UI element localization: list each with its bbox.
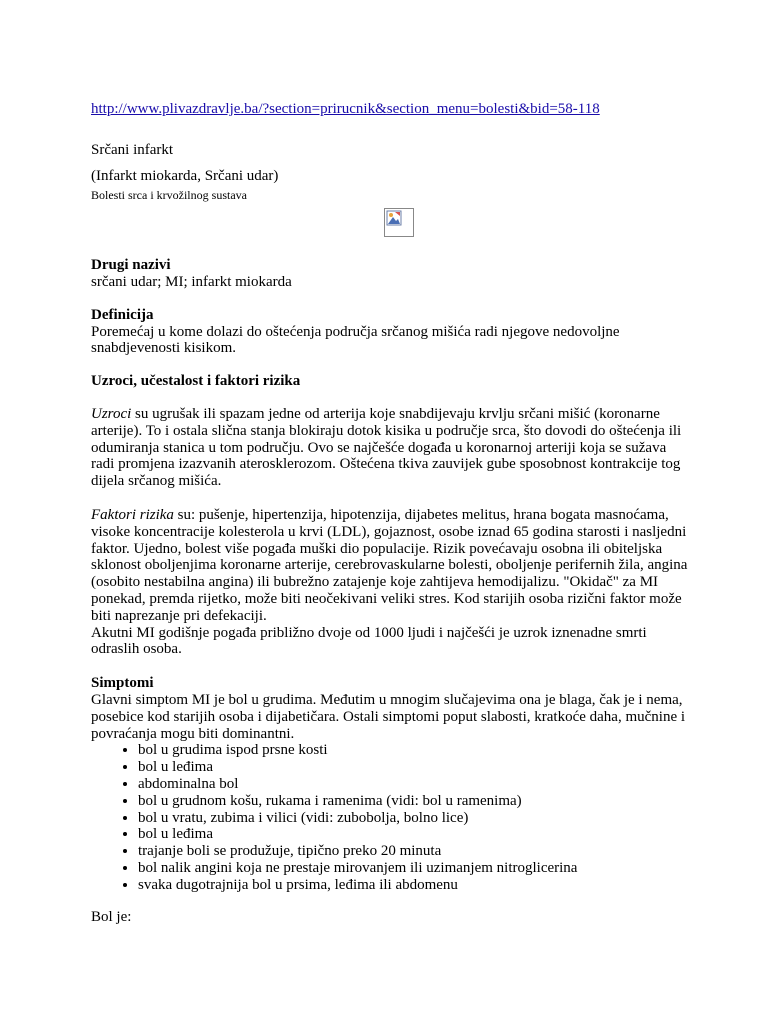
document-title: Srčani infarkt (91, 141, 174, 158)
uzroci-text: su ugrušak ili spazam jedne od arterija koje snabdijevaju krvlju srčani mišić (koronarne arterije). To i ostala slična stanja blokiraju dotok kisika u područje srca, što dovodi do oštećenja ili odumiranja stanica u tom području. Ovo se najčešće događa u koronarnoj arteriji koja se sužava radi promjena izazvanih aterosklerozom. Oštećena tkiva zauvijek gube sposobnost kontrakcije tog dijela srčanog mišića. (91, 405, 682, 490)
list-item: • bol nalik angini koja ne prestaje mirovanjem ili uzimanjem nitroglicerina (138, 860, 691, 877)
faktori-text: su: pušenje, hipertenzija, hipotenzija, dijabetes melitus, hrana bogata masnoćama, visoke koncentracije kolesterola u krvi (LDL), gojaznost, osobe iznad 65 godina starosti i nasljedni faktor. Ujedno, bolest više pogađa muški dio populacije. Rizik povećavaju osobna ili obiteljska sklonost oboljenjima koronarne arterije, cerebrovaskularne bolesti, oboljenje perifernih žila, angina (osobito nestabilna angina) ili bubrežno zatajenje koje zahtijeva hemodijalizu. "Okidač" za MI ponekad, premda rijetko, može biti neočekivani veliki stres. Kod starijih osoba rizični faktor može biti naprezanje pri defekaciji. (91, 506, 688, 624)
list-item: • bol u leđima (138, 759, 691, 776)
list-item: • svaka dugotrajnija bol u prsima, leđima ili abdomenu (138, 877, 691, 894)
source-link[interactable]: http://www.plivazdravlje.ba/?section=prirucnik&section_menu=bolesti&bid=58-118 (91, 101, 600, 117)
section-simptomi (91, 675, 691, 893)
section-uzroci-heading (91, 373, 691, 390)
list-item: • bol u vratu, zubima i vilici (vidi: zubobolja, bolno lice) (138, 810, 691, 827)
text-simptomi: Glavni simptom MI je bol u grudima. Međutim u mnogim slučajevima ona je blaga, čak je i nema, posebice kod starijih osoba i dijabetičara. Ostali simptomi poput slabosti, kratkoće daha, mučnine i povraćanja mogu biti dominantni. (91, 691, 686, 742)
section-definicija (91, 307, 691, 357)
list-item: • trajanje boli se produžuje, tipično preko 20 minuta (138, 843, 691, 860)
faktori-lead: Faktori rizika (91, 506, 174, 523)
list-item: • bol u leđima (138, 826, 691, 843)
list-item: • bol u grudima ispod prsne kosti (138, 742, 691, 759)
text-definicija: Poremećaj u kome dolazi do oštećenja područja srčanog mišića radi njegove nedovoljne snabdjevenosti kisikom. (91, 323, 620, 357)
heading-uzroci: Uzroci, učestalost i faktori rizika (91, 373, 301, 390)
heading-drugi-nazivi: Drugi nazivi (91, 257, 171, 274)
symptom-list (91, 742, 691, 893)
paragraph-faktori (91, 507, 691, 625)
section-drugi-nazivi (91, 257, 691, 291)
heading-definicija: Definicija (91, 306, 154, 323)
heading-simptomi: Simptomi (91, 675, 154, 692)
document-subtitle: (Infarkt miokarda, Srčani udar) (91, 167, 279, 184)
broken-image-icon (384, 208, 414, 237)
category-label: Bolesti srca i krvožilnog sustava (91, 188, 247, 203)
list-item: • bol u grudnom košu, rukama i ramenima (vidi: bol u ramenima) (138, 793, 691, 810)
paragraph-akutni: Akutni MI godišnje pogađa približno dvoje od 1000 ljudi i najčešći je uzrok iznenadne smrti odraslih osoba. (91, 624, 647, 658)
text-drugi-nazivi: srčani udar; MI; infarkt miokarda (91, 273, 292, 290)
image-placeholder (91, 208, 691, 242)
paragraph-uzroci (91, 406, 691, 490)
uzroci-lead: Uzroci (91, 405, 132, 422)
document-page (91, 101, 691, 926)
list-item: • abdominalna bol (138, 776, 691, 793)
text-bol-je: Bol je: (91, 909, 132, 926)
